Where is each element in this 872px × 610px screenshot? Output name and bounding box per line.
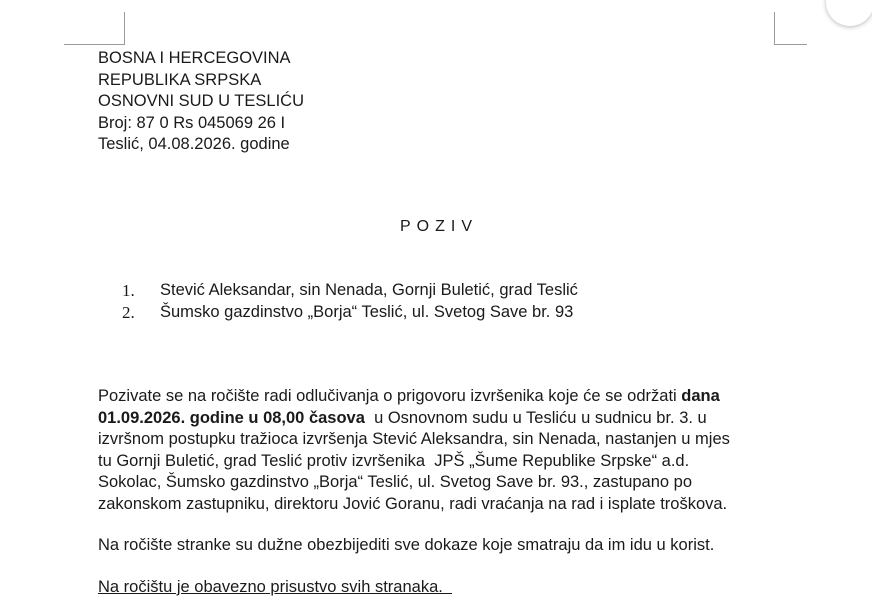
page-margin-corner-right bbox=[774, 12, 807, 45]
attendance-notice-text: Na ročištu je obavezno prisustvo svih stranaka. bbox=[98, 578, 453, 596]
parties-list bbox=[122, 280, 578, 323]
page-margin-corner-left bbox=[64, 12, 125, 45]
paragraph-line: tu Gornji Buletić, grad Teslić protiv izvršenika JPŠ „Šume Republike Srpske“ a.d. bbox=[98, 451, 690, 470]
paragraph-line bbox=[98, 408, 798, 430]
header-court: OSNOVNI SUD U TESLIĆU bbox=[98, 92, 304, 110]
paragraph-text: u Osnovnom sudu u Tesliću u sudnicu br. 3. u bbox=[364, 408, 707, 427]
paragraph-line: izvršnom postupku tražioca izvršenja Stević Aleksandra, sin Nenada, nastanjen u mjes bbox=[98, 430, 730, 448]
summons-paragraph bbox=[98, 386, 798, 515]
document-title: POZIV bbox=[399, 218, 478, 235]
paragraph-line: Sokolac, Šumsko gazdinstvo „Borja“ Teslić, ul. Svetog Save br. 93., zastupano po bbox=[98, 473, 693, 491]
header-date: Teslić, 04.08.2026. godine bbox=[98, 135, 290, 153]
list-item-number: 2. bbox=[122, 302, 135, 322]
header-republic: REPUBLIKA SRPSKA bbox=[98, 70, 262, 89]
paragraph-line bbox=[98, 386, 798, 408]
court-header bbox=[98, 48, 798, 156]
hearing-datetime: 01.09.2026. godine u 08,00 časova bbox=[98, 408, 365, 427]
list-item-number: 1. bbox=[122, 281, 135, 300]
list-item bbox=[122, 280, 578, 302]
list-item bbox=[122, 302, 578, 324]
paragraph-bold-text: dana bbox=[681, 387, 720, 405]
evidence-paragraph bbox=[98, 535, 798, 557]
list-item-text: Šumsko gazdinstvo „Borja“ Teslić, ul. Svetog Save br. 93 bbox=[160, 302, 574, 321]
paragraph-text: Pozivate se na ročište radi odlučivanja o prigovoru izvršenika koje će se održati bbox=[98, 387, 682, 405]
attendance-notice bbox=[98, 577, 798, 599]
list-item-text: Stević Aleksandar, sin Nenada, Gornji Buletić, grad Teslić bbox=[160, 281, 578, 299]
header-case-number: Broj: 87 0 Rs 045069 26 I bbox=[98, 113, 286, 132]
paragraph-line: Na ročište stranke su dužne obezbijediti sve dokaze koje smatraju da im idu u korist. bbox=[98, 536, 715, 554]
floating-action-button[interactable] bbox=[826, 0, 872, 26]
header-country: BOSNA I HERCEGOVINA bbox=[98, 49, 291, 67]
paragraph-line: zakonskom zastupniku, direktoru Jović Goranu, radi vraćanja na rad i isplate troškova. bbox=[98, 494, 728, 513]
